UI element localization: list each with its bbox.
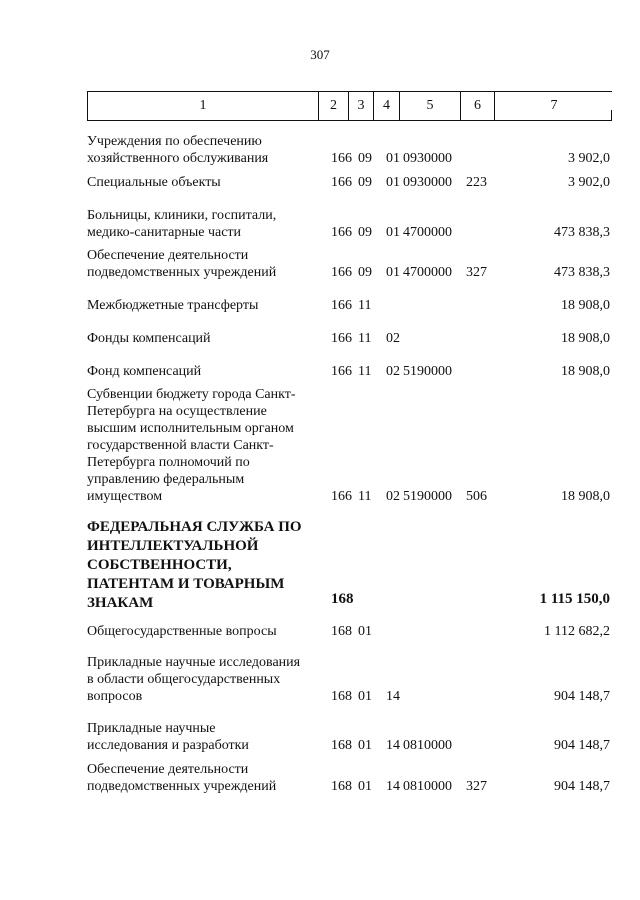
row-target-article: 4700000 xyxy=(403,265,452,280)
row-expense-type: 327 xyxy=(466,779,487,794)
row-name: Учреждения по обеспечению хозяйственного обслуживания xyxy=(87,134,269,166)
row-ministry: 166 xyxy=(331,151,352,166)
row-target-article: 5190000 xyxy=(403,489,452,504)
row-name: Специальные объекты xyxy=(87,175,221,190)
row-amount: 904 148,7 xyxy=(554,779,610,794)
row-subsection: 01 xyxy=(386,151,400,166)
row-section: 11 xyxy=(358,331,372,346)
row-name: Больницы, клиники, госпитали, медико-санитарные части xyxy=(87,208,277,240)
row-amount: 18 908,0 xyxy=(561,364,610,379)
header-col-2: 2 xyxy=(319,92,349,120)
row-section: 09 xyxy=(358,225,372,240)
row-amount: 1 115 150,0 xyxy=(539,591,610,607)
row-ministry: 166 xyxy=(331,225,352,240)
row-amount: 3 902,0 xyxy=(568,151,610,166)
row-subsection: 01 xyxy=(386,175,400,190)
row-ministry: 166 xyxy=(331,298,352,313)
row-ministry: 168 xyxy=(331,689,352,704)
row-name: Прикладные научные исследования в области общегосударственных вопросов xyxy=(87,655,301,704)
row-subsection: 01 xyxy=(386,225,400,240)
row-target-article: 0810000 xyxy=(403,779,452,794)
header-col-6: 6 xyxy=(461,92,495,120)
row-ministry: 168 xyxy=(331,738,352,753)
header-right-edge xyxy=(611,110,612,120)
row-expense-type: 327 xyxy=(466,265,487,280)
row-section: 01 xyxy=(358,779,372,794)
row-amount: 3 902,0 xyxy=(568,175,610,190)
header-col-3: 3 xyxy=(349,92,374,120)
header-col-4: 4 xyxy=(374,92,400,120)
header-col-1: 1 xyxy=(88,92,319,120)
row-subsection: 14 xyxy=(386,779,400,794)
row-section: 01 xyxy=(358,738,372,753)
row-ministry: 166 xyxy=(331,364,352,379)
row-name: Обеспечение деятельности подведомственных учреждений xyxy=(87,762,277,794)
row-amount: 18 908,0 xyxy=(561,298,610,313)
row-name: ФЕДЕРАЛЬНАЯ СЛУЖБА ПО ИНТЕЛЛЕКТУАЛЬНОЙ СОБСТВЕННОСТИ, ПАТЕНТАМ И ТОВАРНЫМ ЗНАКАМ xyxy=(87,519,302,611)
row-ministry: 166 xyxy=(331,175,352,190)
row-subsection: 14 xyxy=(386,738,400,753)
row-section: 09 xyxy=(358,175,372,190)
row-expense-type: 223 xyxy=(466,175,487,190)
header-col-7: 7 xyxy=(550,98,558,113)
row-amount: 473 838,3 xyxy=(554,265,610,280)
row-section: 11 xyxy=(358,489,372,504)
row-subsection: 02 xyxy=(386,364,400,379)
row-ministry: 168 xyxy=(331,779,352,794)
row-expense-type: 506 xyxy=(466,489,487,504)
row-name: Обеспечение деятельности подведомственных учреждений xyxy=(87,248,277,280)
row-section: 01 xyxy=(358,624,372,639)
row-name: Межбюджетные трансферты xyxy=(87,298,259,313)
row-target-article: 0930000 xyxy=(403,151,452,166)
row-amount: 1 112 682,2 xyxy=(544,624,610,639)
row-ministry: 166 xyxy=(331,331,352,346)
row-subsection: 01 xyxy=(386,265,400,280)
row-name: Субвенции бюджету города Санкт-Петербурга на осуществление высшим исполнительным органом государственной власти Санкт-Петербурга полномочий по управлению федеральным имуществом xyxy=(87,387,296,504)
row-amount: 904 148,7 xyxy=(554,738,610,753)
row-subsection: 14 xyxy=(386,689,400,704)
row-ministry: 166 xyxy=(331,265,352,280)
row-name: Общегосударственные вопросы xyxy=(87,624,277,639)
row-subsection: 02 xyxy=(386,331,400,346)
row-amount: 473 838,3 xyxy=(554,225,610,240)
row-section: 11 xyxy=(358,298,372,313)
row-name: Фонд компенсаций xyxy=(87,364,202,379)
row-subsection: 02 xyxy=(386,489,400,504)
row-name: Прикладные научные исследования и разработки xyxy=(87,721,249,753)
row-section: 11 xyxy=(358,364,372,379)
row-amount: 18 908,0 xyxy=(561,331,610,346)
header-col-5: 5 xyxy=(400,92,461,120)
row-ministry: 166 xyxy=(331,489,352,504)
row-amount: 18 908,0 xyxy=(561,489,610,504)
row-section: 09 xyxy=(358,151,372,166)
row-target-article: 0810000 xyxy=(403,738,452,753)
row-target-article: 4700000 xyxy=(403,225,452,240)
row-section: 01 xyxy=(358,689,372,704)
row-amount: 904 148,7 xyxy=(554,689,610,704)
row-target-article: 0930000 xyxy=(403,175,452,190)
row-ministry: 168 xyxy=(331,624,352,639)
row-section: 09 xyxy=(358,265,372,280)
table-header xyxy=(87,91,612,121)
row-name: Фонды компенсаций xyxy=(87,331,211,346)
row-ministry: 168 xyxy=(331,591,354,607)
row-target-article: 5190000 xyxy=(403,364,452,379)
page-number: 307 xyxy=(310,47,330,62)
